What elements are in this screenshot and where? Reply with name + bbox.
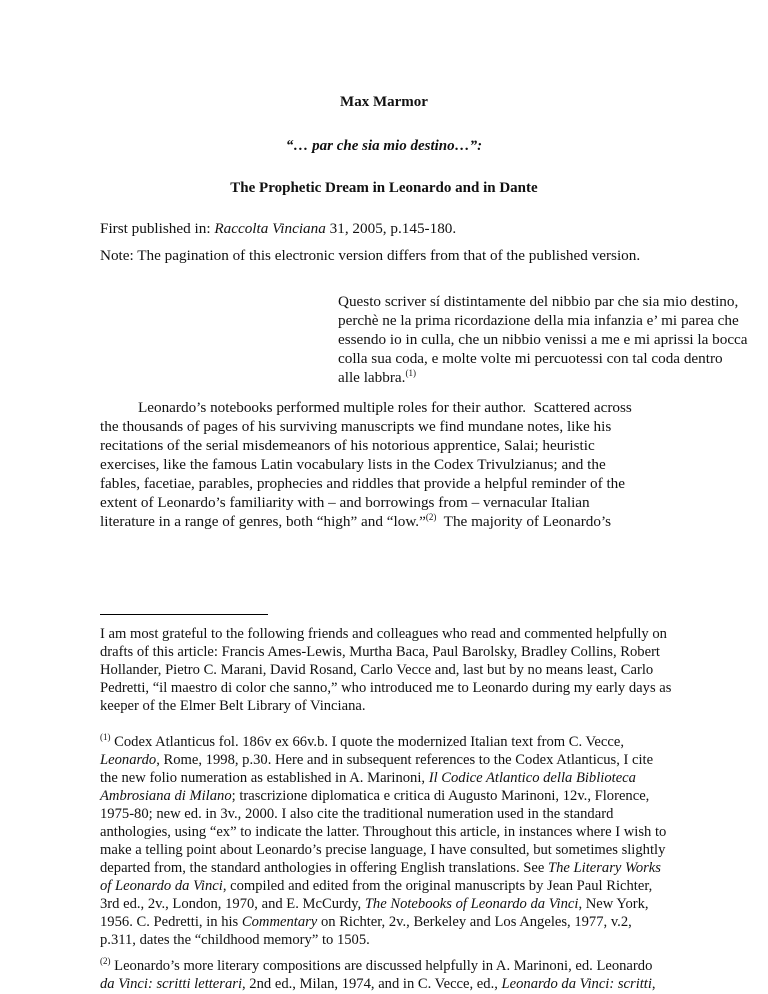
body-line: exercises, like the famous Latin vocabulary lists in the Codex Trivulzianus; and the [100,456,606,473]
italic-title: Ambrosiana di Milano [100,788,232,804]
publication-line [100,220,456,238]
body-line [100,513,611,531]
article-subtitle: “… par che sia mio destino…”: [285,138,483,154]
italic-title: Leonardo [100,752,157,768]
note-line: make a telling point about Leonardo’s precise language, I have consulted, but sometimes slightly [100,842,666,858]
italic-title: da Vinci: scritti letterari [100,976,242,992]
note-line [100,958,652,975]
footnote-number: (2) [100,956,111,967]
footnote-number: (1) [100,732,111,743]
italic-title: Commentary [241,914,318,930]
italic-title: The Literary Works [547,860,661,876]
epigraph-text: alle labbra. [338,369,406,386]
note-line: Leonardo, Rome, 1998, p.30. Here and in subsequent references to the Codex Atlanticus, I cite [100,752,654,768]
body-text: The majority of Leonardo’s [436,513,612,530]
note-line: Ambrosiana di Milano; trascrizione diplomatica e critica di Augusto Marinoni, 12v., Florence, [100,788,650,804]
note-line: I am most grateful to the following friends and colleagues who read and commented helpfully on [100,626,667,642]
body-line: the thousands of pages of his surviving manuscripts we find mundane notes, like his [100,418,612,435]
note-line: 1975-80; new ed. in 3v., 2000. I also cite the traditional numeration used in the standard [100,806,614,822]
article-title: The Prophetic Dream in Leonardo and in Dante [230,180,538,196]
note-line: 1956. C. Pedretti, in his Commentary on Richter, 2v., Berkeley and Los Angeles, 1977, v.2, [100,914,632,930]
note-line: Hollander, Pietro C. Marani, David Rosand, Carlo Vecce and, last but by no means least, Carlo [100,662,654,678]
pagination-note: Note: The pagination of this electronic version differs from that of the published version. [100,247,641,264]
footnote-separator [100,614,268,615]
note-text: Leonardo’s more literary compositions are discussed helpfully in A. Marinoni, ed. Leonardo [110,958,653,974]
note-line: of Leonardo da Vinci, compiled and edited from the original manuscripts by Jean Paul Richter, [100,878,653,894]
journal-name: Raccolta Vinciana [214,220,326,237]
note-line: Pedretti, “il maestro di color che sanno,” who introduced me to Leonardo during my early days as [100,680,672,696]
footnote-ref: (2) [425,511,437,522]
italic-title: Leonardo da Vinci: scritti [501,976,652,992]
note-line: 3rd ed., 2v., London, 1970, and E. McCurdy, The Notebooks of Leonardo da Vinci, New York, [100,896,649,912]
note-line [100,734,624,751]
italic-title: The Notebooks of Leonardo da Vinci [364,896,579,912]
note-line: drafts of this article: Francis Ames-Lewis, Murtha Baca, Paul Barolsky, Bradley Collins, Robert [100,644,660,660]
italic-title: Il Codice Atlantico della Biblioteca [428,770,636,786]
epigraph-line [338,369,416,387]
epigraph-line: colla sua coda, e molte volte mi percuotessi con tal coda dentro [338,350,723,367]
note-line: the new folio numeration as established in A. Marinoni, Il Codice Atlantico della Biblioteca [100,770,636,786]
note-line: p.311, dates the “childhood memory” to 1505. [100,932,370,948]
note-line: da Vinci: scritti letterari, 2nd ed., Milan, 1974, and in C. Vecce, ed., Leonardo da Vinci: scritti, [100,976,656,992]
epigraph-line: essendo io in culla, che un nibbio venissi a me e mi aprissi la bocca [338,331,748,348]
footnote-ref: (1) [405,367,416,378]
note-line: anthologies, using “ex” to indicate the latter. Throughout this article, in instances where I wish to [100,824,667,840]
note-text: Codex Atlanticus fol. 186v ex 66v.b. I quote the modernized Italian text from C. Vecce, [110,734,624,750]
body-line: Leonardo’s notebooks performed multiple roles for their author. Scattered across [100,399,632,416]
publication-prefix: First published in: [100,220,215,237]
italic-title: of Leonardo da Vinci [100,878,223,894]
note-line: keeper of the Elmer Belt Library of Vinciana. [100,698,366,714]
body-line: fables, facetiae, parables, prophecies and riddles that provide a helpful reminder of the [100,475,626,492]
author-name: Max Marmor [340,94,428,110]
publication-details: 31, 2005, p.145-180. [325,220,457,237]
epigraph-line: perchè ne la prima ricordazione della mia infanzia e’ mi parea che [338,312,739,329]
body-text: literature in a range of genres, both “high” and “low.” [100,513,426,530]
body-line: extent of Leonardo’s familiarity with – and borrowings from – vernacular Italian [100,494,590,511]
epigraph-line: Questo scriver sí distintamente del nibbio par che sia mio destino, [338,293,739,310]
body-line: recitations of the serial misdemeanors of his notorious apprentice, Salai; heuristic [100,437,595,454]
note-line: departed from, the standard anthologies in offering English translations. See The Literary Works [100,860,661,876]
